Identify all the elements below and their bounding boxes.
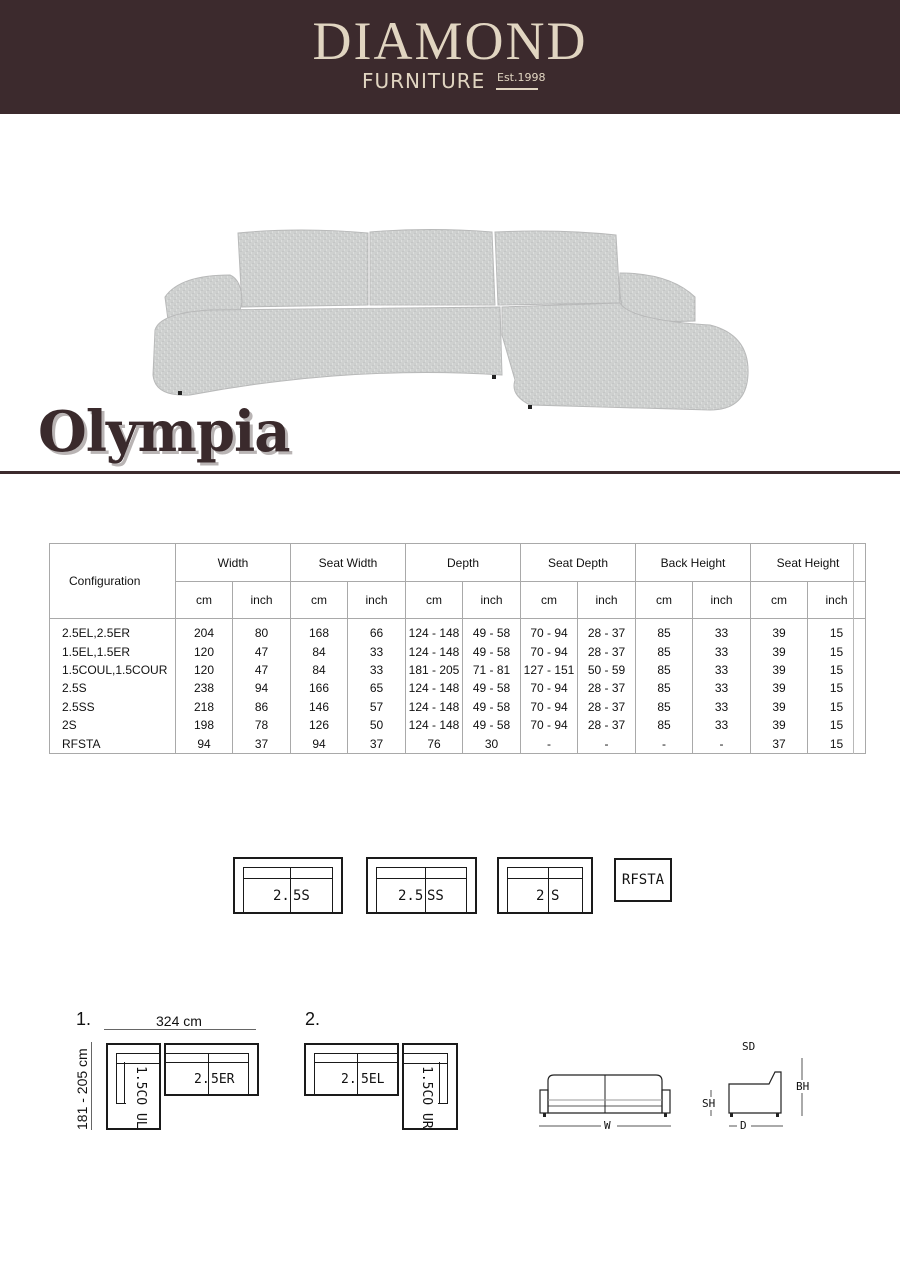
value-cell: 120: [176, 642, 233, 660]
module-diagram-2-5s: [233, 857, 343, 914]
config-1-depth-line: [91, 1042, 92, 1130]
value-cell: 66: [348, 619, 406, 643]
config-1-depth-label: 181 - 205 cm: [74, 1048, 90, 1130]
spec-table-row: [50, 734, 866, 753]
spec-table-row: [50, 679, 866, 697]
value-cell: 33: [693, 642, 751, 660]
module-label-right: SS: [427, 888, 444, 904]
spec-table-group-header: [50, 544, 866, 582]
unit-header: cm: [176, 582, 233, 619]
title-divider: [0, 471, 900, 474]
value-cell: 39: [751, 619, 808, 643]
legend-w: W: [604, 1119, 611, 1132]
config-2-seat-right: 5EL: [361, 1072, 385, 1087]
brand-header: [0, 0, 900, 114]
config-cell: 2S: [50, 716, 176, 734]
config-1-seat-module: [164, 1043, 259, 1096]
value-cell: 28 - 37: [578, 642, 636, 660]
table-edge-line: [853, 543, 854, 754]
spec-table-row: [50, 661, 866, 679]
spec-table-row: [50, 619, 866, 643]
value-cell: 85: [636, 661, 693, 679]
value-cell: 49 - 58: [463, 619, 521, 643]
unit-header: inch: [578, 582, 636, 619]
unit-header: cm: [406, 582, 463, 619]
config-1-width-label: 324 cm: [156, 1013, 202, 1029]
value-cell: 70 - 94: [521, 716, 578, 734]
sofa-illustration: [150, 225, 750, 415]
value-cell: 39: [751, 679, 808, 697]
config-cell: 2.5SS: [50, 698, 176, 716]
value-cell: 39: [751, 698, 808, 716]
legend-d: D: [740, 1119, 747, 1132]
value-cell: 33: [693, 661, 751, 679]
spec-table-row: [50, 642, 866, 660]
group-header-width: Width: [176, 544, 291, 582]
product-image: [150, 225, 750, 415]
value-cell: 37: [348, 734, 406, 753]
value-cell: 198: [176, 716, 233, 734]
value-cell: 85: [636, 619, 693, 643]
module-label-left: 2: [536, 888, 545, 904]
value-cell: 76: [406, 734, 463, 753]
config-1-seat-right: 5ER: [211, 1072, 235, 1087]
unit-header: cm: [636, 582, 693, 619]
module-diagram-rfsta: RFSTA: [614, 858, 672, 902]
value-cell: 33: [693, 619, 751, 643]
value-cell: 28 - 37: [578, 716, 636, 734]
value-cell: 94: [233, 679, 291, 697]
value-cell: 124 - 148: [406, 698, 463, 716]
value-cell: 126: [291, 716, 348, 734]
config-cell: RFSTA: [50, 734, 176, 753]
config-1-corner-module: [106, 1043, 161, 1130]
value-cell: 85: [636, 642, 693, 660]
value-cell: -: [578, 734, 636, 753]
value-cell: -: [693, 734, 751, 753]
brand-established: Est.1998: [497, 71, 546, 84]
value-cell: 28 - 37: [578, 619, 636, 643]
value-cell: 124 - 148: [406, 716, 463, 734]
value-cell: 39: [751, 716, 808, 734]
config-2-number: 2.: [305, 1009, 321, 1029]
value-cell: 57: [348, 698, 406, 716]
value-cell: 15: [808, 661, 866, 679]
spec-table-row: [50, 698, 866, 716]
value-cell: 49 - 58: [463, 679, 521, 697]
value-cell: 166: [291, 679, 348, 697]
unit-header: inch: [693, 582, 751, 619]
sofa-dimension-icon: [537, 1050, 837, 1140]
value-cell: 30: [463, 734, 521, 753]
value-cell: 120: [176, 661, 233, 679]
config-cell: 1.5EL,1.5ER: [50, 642, 176, 660]
value-cell: 33: [348, 661, 406, 679]
config-1-number: 1.: [76, 1009, 92, 1029]
config-cell: 1.5COUL,1.5COUR: [50, 661, 176, 679]
group-header-seat-height: Seat Height: [751, 544, 866, 582]
legend-sh: SH: [702, 1097, 716, 1110]
value-cell: 15: [808, 734, 866, 753]
value-cell: 124 - 148: [406, 679, 463, 697]
value-cell: 49 - 58: [463, 716, 521, 734]
module-label-right: S: [551, 888, 560, 904]
module-label-left: 2.: [273, 888, 290, 904]
value-cell: 37: [751, 734, 808, 753]
config-1-width-line: [104, 1029, 256, 1030]
module-diagram-2s: [497, 857, 593, 914]
value-cell: 84: [291, 661, 348, 679]
group-header-depth: Depth: [406, 544, 521, 582]
value-cell: 70 - 94: [521, 698, 578, 716]
value-cell: 47: [233, 642, 291, 660]
value-cell: 49 - 58: [463, 698, 521, 716]
group-header-seat-width: Seat Width: [291, 544, 406, 582]
value-cell: 146: [291, 698, 348, 716]
value-cell: 65: [348, 679, 406, 697]
value-cell: 86: [233, 698, 291, 716]
value-cell: 28 - 37: [578, 679, 636, 697]
value-cell: 78: [233, 716, 291, 734]
spec-table-row: [50, 716, 866, 734]
value-cell: 70 - 94: [521, 642, 578, 660]
value-cell: -: [636, 734, 693, 753]
value-cell: 127 - 151: [521, 661, 578, 679]
spec-table-body: [50, 619, 866, 754]
value-cell: 218: [176, 698, 233, 716]
value-cell: 33: [693, 716, 751, 734]
dimension-legend: [537, 1040, 837, 1140]
value-cell: 50 - 59: [578, 661, 636, 679]
value-cell: 94: [291, 734, 348, 753]
config-2-seat-left: 2.: [341, 1072, 357, 1087]
value-cell: 37: [233, 734, 291, 753]
value-cell: -: [521, 734, 578, 753]
value-cell: 33: [348, 642, 406, 660]
unit-header: inch: [233, 582, 291, 619]
value-cell: 15: [808, 716, 866, 734]
brand-subtitle: FURNITURE: [362, 69, 486, 93]
unit-header: inch: [348, 582, 406, 619]
value-cell: 70 - 94: [521, 619, 578, 643]
value-cell: 71 - 81: [463, 661, 521, 679]
value-cell: 15: [808, 619, 866, 643]
value-cell: 70 - 94: [521, 679, 578, 697]
value-cell: 50: [348, 716, 406, 734]
value-cell: 94: [176, 734, 233, 753]
value-cell: 15: [808, 642, 866, 660]
unit-header: cm: [521, 582, 578, 619]
value-cell: 238: [176, 679, 233, 697]
unit-header: cm: [291, 582, 348, 619]
value-cell: 15: [808, 679, 866, 697]
config-2-corner-label: 1.5CO UR: [419, 1066, 434, 1129]
config-2-corner-module: [402, 1043, 458, 1130]
value-cell: 47: [233, 661, 291, 679]
group-header-seat-depth: Seat Depth: [521, 544, 636, 582]
value-cell: 49 - 58: [463, 642, 521, 660]
unit-header: cm: [751, 582, 808, 619]
config-1-corner-label: 1.5CO UL: [133, 1066, 148, 1129]
value-cell: 124 - 148: [406, 642, 463, 660]
legend-bh: BH: [796, 1080, 810, 1093]
module-label-right: 5S: [293, 888, 310, 904]
unit-header: inch: [463, 582, 521, 619]
value-cell: 84: [291, 642, 348, 660]
brand-established-underline: [496, 88, 538, 90]
config-2-seat-module: [304, 1043, 399, 1096]
value-cell: 80: [233, 619, 291, 643]
value-cell: 39: [751, 642, 808, 660]
value-cell: 39: [751, 661, 808, 679]
value-cell: 85: [636, 716, 693, 734]
value-cell: 85: [636, 698, 693, 716]
value-cell: 15: [808, 698, 866, 716]
config-cell: 2.5EL,2.5ER: [50, 619, 176, 643]
value-cell: 124 - 148: [406, 619, 463, 643]
module-diagram-2-5ss: [366, 857, 477, 914]
value-cell: 181 - 205: [406, 661, 463, 679]
value-cell: 33: [693, 679, 751, 697]
value-cell: 28 - 37: [578, 698, 636, 716]
value-cell: 204: [176, 619, 233, 643]
module-label-left: 2.5: [398, 888, 424, 904]
value-cell: 85: [636, 679, 693, 697]
value-cell: 33: [693, 698, 751, 716]
config-1-seat-left: 2.: [194, 1072, 210, 1087]
value-cell: 168: [291, 619, 348, 643]
config-cell: 2.5S: [50, 679, 176, 697]
product-title: Olympia: [38, 399, 290, 465]
unit-header: inch: [808, 582, 866, 619]
legend-sd: SD: [742, 1040, 756, 1053]
spec-table: [49, 543, 866, 754]
group-header-back-height: Back Height: [636, 544, 751, 582]
config-header: Configuration: [50, 544, 176, 619]
brand-name: DIAMOND: [312, 11, 588, 71]
